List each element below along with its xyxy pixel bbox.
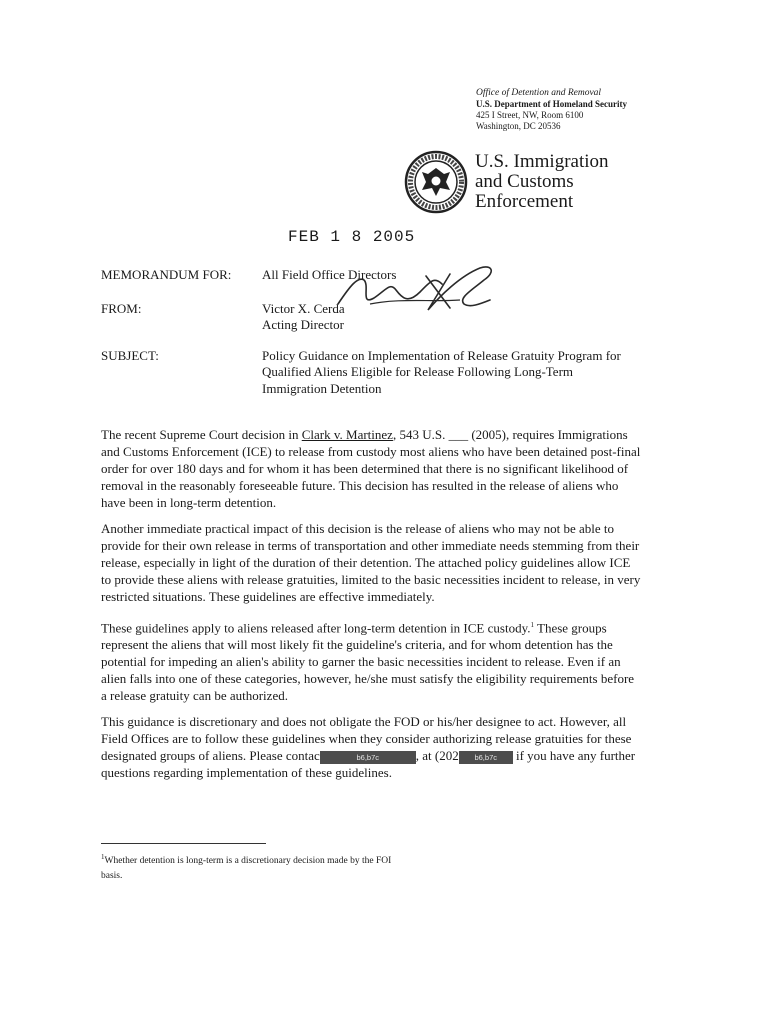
memo-subject-block <box>262 348 621 397</box>
agency-name <box>475 152 609 212</box>
body-paragraph-3 <box>101 617 641 704</box>
memo-for-label: MEMORANDUM FOR: <box>101 267 232 282</box>
letterhead-office-block <box>476 88 627 132</box>
p3-text-b: These groups represent the aliens that will most likely fit the guideline's criteria, and for whom detention has the potential for impeding an alien's ability to garner the basic necessities incident to release. Even if an alien falls into one of these categories, however, he/she must satisfy the eligibility requirements before a release gratuity can be authorized. <box>101 620 635 704</box>
body-paragraph-4 <box>101 713 641 781</box>
memo-from-title: Acting Director <box>262 317 344 333</box>
memo-subject-line-1: Policy Guidance on Implementation of Release Gratuity Program for <box>262 348 621 363</box>
footnote-divider <box>101 843 266 844</box>
memo-subject-label: SUBJECT: <box>101 348 159 363</box>
redaction-box-2: b6,b7c <box>459 751 513 764</box>
address-line-1: 425 I Street, NW, Room 6100 <box>476 110 584 121</box>
p4-text-a: This guidance is discretionary and does not obligate the FOD or his/her designee to act. However, all Field Offices are to follow these guidelines when they consider authorizing release gratuities for these designated groups of aliens. Please contac <box>101 714 632 763</box>
memo-from-label: FROM: <box>101 301 142 316</box>
memo-for-value: All Field Office Directors <box>262 267 397 282</box>
footnote-text: Whether detention is long-term is a discretionary decision made by the FOI <box>104 856 392 867</box>
footnote-text-2: basis. <box>101 871 123 882</box>
body-paragraph-1 <box>101 426 641 511</box>
address-line-2: Washington, DC 20536 <box>476 120 561 131</box>
handwritten-signature <box>330 246 500 336</box>
p1-text-b: , 543 U.S. ___ (2005), requires Immigrations and Customs Enforcement (ICE) to release from custody most aliens who have been detained post-final order for over 180 days and for whom it has been determined that there is no significant likelihood of removal in the reasonably foreseeable future. This decision has resulted in the release of aliens who have been in long-term detention. <box>101 427 641 510</box>
department-name: U.S. Department of Homeland Security <box>476 99 627 110</box>
redaction-box-1: b6,b7c <box>320 751 416 764</box>
memo-subject-line-3: Immigration Detention <box>262 380 382 396</box>
agency-line-2: and Customs <box>475 170 574 192</box>
memo-subject-line-2: Qualified Aliens Eligible for Release Following Long-Term <box>262 364 574 380</box>
body-paragraph-2 <box>101 520 641 605</box>
p3-text-a: These guidelines apply to aliens released after long-term detention in ICE custody. <box>101 620 531 636</box>
dhs-seal-icon <box>404 150 468 214</box>
agency-line-3: Enforcement <box>475 190 574 212</box>
agency-line-1: U.S. Immigration <box>475 151 609 172</box>
p4-text-c: if you have any further questions regarding implementation of these guidelines. <box>101 748 636 780</box>
office-name: Office of Detention and Removal <box>476 88 602 98</box>
footnote-ref: 1 <box>530 621 534 629</box>
p1-text-a: The recent Supreme Court decision in <box>101 427 302 442</box>
case-name: Clark v. Martinez <box>301 427 393 442</box>
footnote-number: 1 <box>101 853 105 861</box>
p4-text-b: , at (202 <box>415 748 459 763</box>
p2-text: Another immediate practical impact of this decision is the release of aliens who may not be able to provide for their own release in terms of transportation and other immediate needs stemming from their release, especially in light of the duration of their detention. The attached policy guidelines allow ICE to provide these aliens with release gratuities, limited to the basic necessities incident to release, in very restricted situations. These guidelines are effective immediately. <box>101 521 641 604</box>
memo-from-name: Victor X. Cerda <box>262 301 345 316</box>
date-stamp: FEB 1 8 2005 <box>288 228 416 246</box>
footnote <box>101 852 471 885</box>
